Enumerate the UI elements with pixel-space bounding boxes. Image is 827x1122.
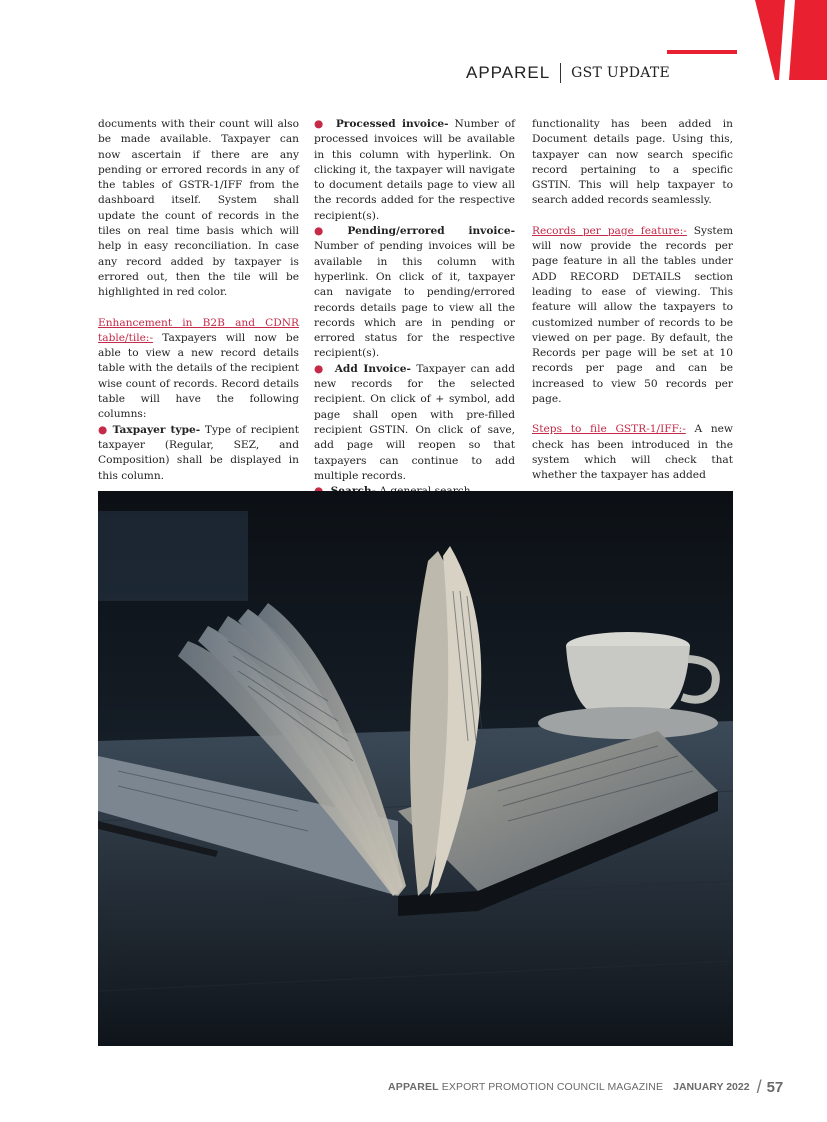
- list-item: [314, 362, 515, 484]
- header-topic: GST UPDATE: [571, 65, 671, 81]
- list-item: [314, 117, 515, 224]
- bullet-text: Number of pending invoices will be available in this column with hyperlink. On click of it, taxpayer can navigate to pending/errored records details page to view all the records which are in pending or errored status for the respective recipient(s).: [314, 240, 515, 360]
- paragraph: [532, 117, 733, 209]
- bullet-text: Taxpayer can add new records for the selected recipient. On click of + symbol, add page shall open with pre-filled recipient GSTIN. On click of save, add page will reopen so that taxpayers can continue to add multiple records.: [314, 362, 516, 482]
- text-column-3: [532, 117, 733, 499]
- bullet-label: Add Invoice-: [334, 362, 411, 375]
- list-item: [314, 224, 515, 362]
- section-link[interactable]: Enhancement in B2B and CDNR table/tile:-: [98, 316, 299, 344]
- footer-magazine: EXPORT PROMOTION COUNCIL MAGAZINE: [441, 1081, 664, 1093]
- bullet-icon: ●: [314, 362, 326, 375]
- text-column-1: [98, 117, 299, 499]
- footer-slash: /: [756, 1076, 762, 1097]
- footer-date: JANUARY 2022: [673, 1081, 750, 1093]
- book-photo: [98, 491, 733, 1046]
- brand-accent-shape: [667, 0, 827, 80]
- page-footer: [388, 1076, 784, 1098]
- bullet-icon: ●: [314, 118, 326, 130]
- header-section: APPAREL: [466, 63, 551, 82]
- paragraph: [532, 422, 733, 483]
- bullet-icon: ●: [314, 225, 344, 238]
- bullet-label: Processed invoice-: [335, 118, 449, 130]
- header-divider: [560, 63, 561, 83]
- book-illustration: [98, 491, 733, 1046]
- paragraph-text: System will now provide the records per page feature in all the tables under ADD RECORD DETAILS section leading to ease of viewing. This feature will allow the taxpayers to customized number of records to be viewed on per page. By default, the Records per page will be set at 10 records per page and can be increased to view 50 records per page.: [532, 224, 733, 406]
- footer-brand: APPAREL: [388, 1081, 439, 1093]
- page-number: 57: [766, 1078, 784, 1096]
- paragraph-text: functionality has been added in Document details page. Using this, taxpayer can now search specific record pertaining to a specific GSTIN. This will help taxpayer to search added records seamlessly.: [532, 118, 733, 207]
- page-header: [466, 60, 670, 86]
- bullet-text: Number of processed invoices will be available in this column with hyperlink. On clicking it, the taxpayer will navigate to document details page to view all the records added for the respective recipient(s).: [314, 118, 515, 222]
- paragraph: [98, 117, 299, 301]
- bullet-label: Taxpayer type-: [112, 423, 201, 436]
- bullet-icon: ●: [98, 423, 109, 436]
- bullet-label: Pending/errored invoice-: [347, 225, 516, 238]
- text-column-2: [314, 117, 515, 499]
- bullet-text: Type of recipient taxpayer (Regular, SEZ, and Composition) shall be displayed in this column.: [98, 423, 299, 482]
- paragraph-text: A new check has been introduced in the system which will check that whether the taxpayer has added: [532, 423, 733, 482]
- paragraph: [98, 316, 299, 484]
- section-link[interactable]: Steps to file GSTR-1/IFF:-: [532, 423, 686, 436]
- paragraph: [532, 224, 733, 408]
- paragraph-text: Taxpayers will now be able to view a new record details table with the details of the recipient wise count of records. Record details table will have the following columns:: [98, 331, 299, 421]
- paragraph-text: documents with their count will also be made available. Taxpayer can now ascertain if there are any pending or errored records in any of the tables of GSTR-1/IFF from the dashboard itself. System shall update the count of records in the tiles on real time basis which will help in easy reconciliation. In case any record added by taxpayer is errored out, then the tile will be highlighted in red color.: [98, 118, 299, 299]
- section-link[interactable]: Records per page feature:-: [532, 224, 687, 237]
